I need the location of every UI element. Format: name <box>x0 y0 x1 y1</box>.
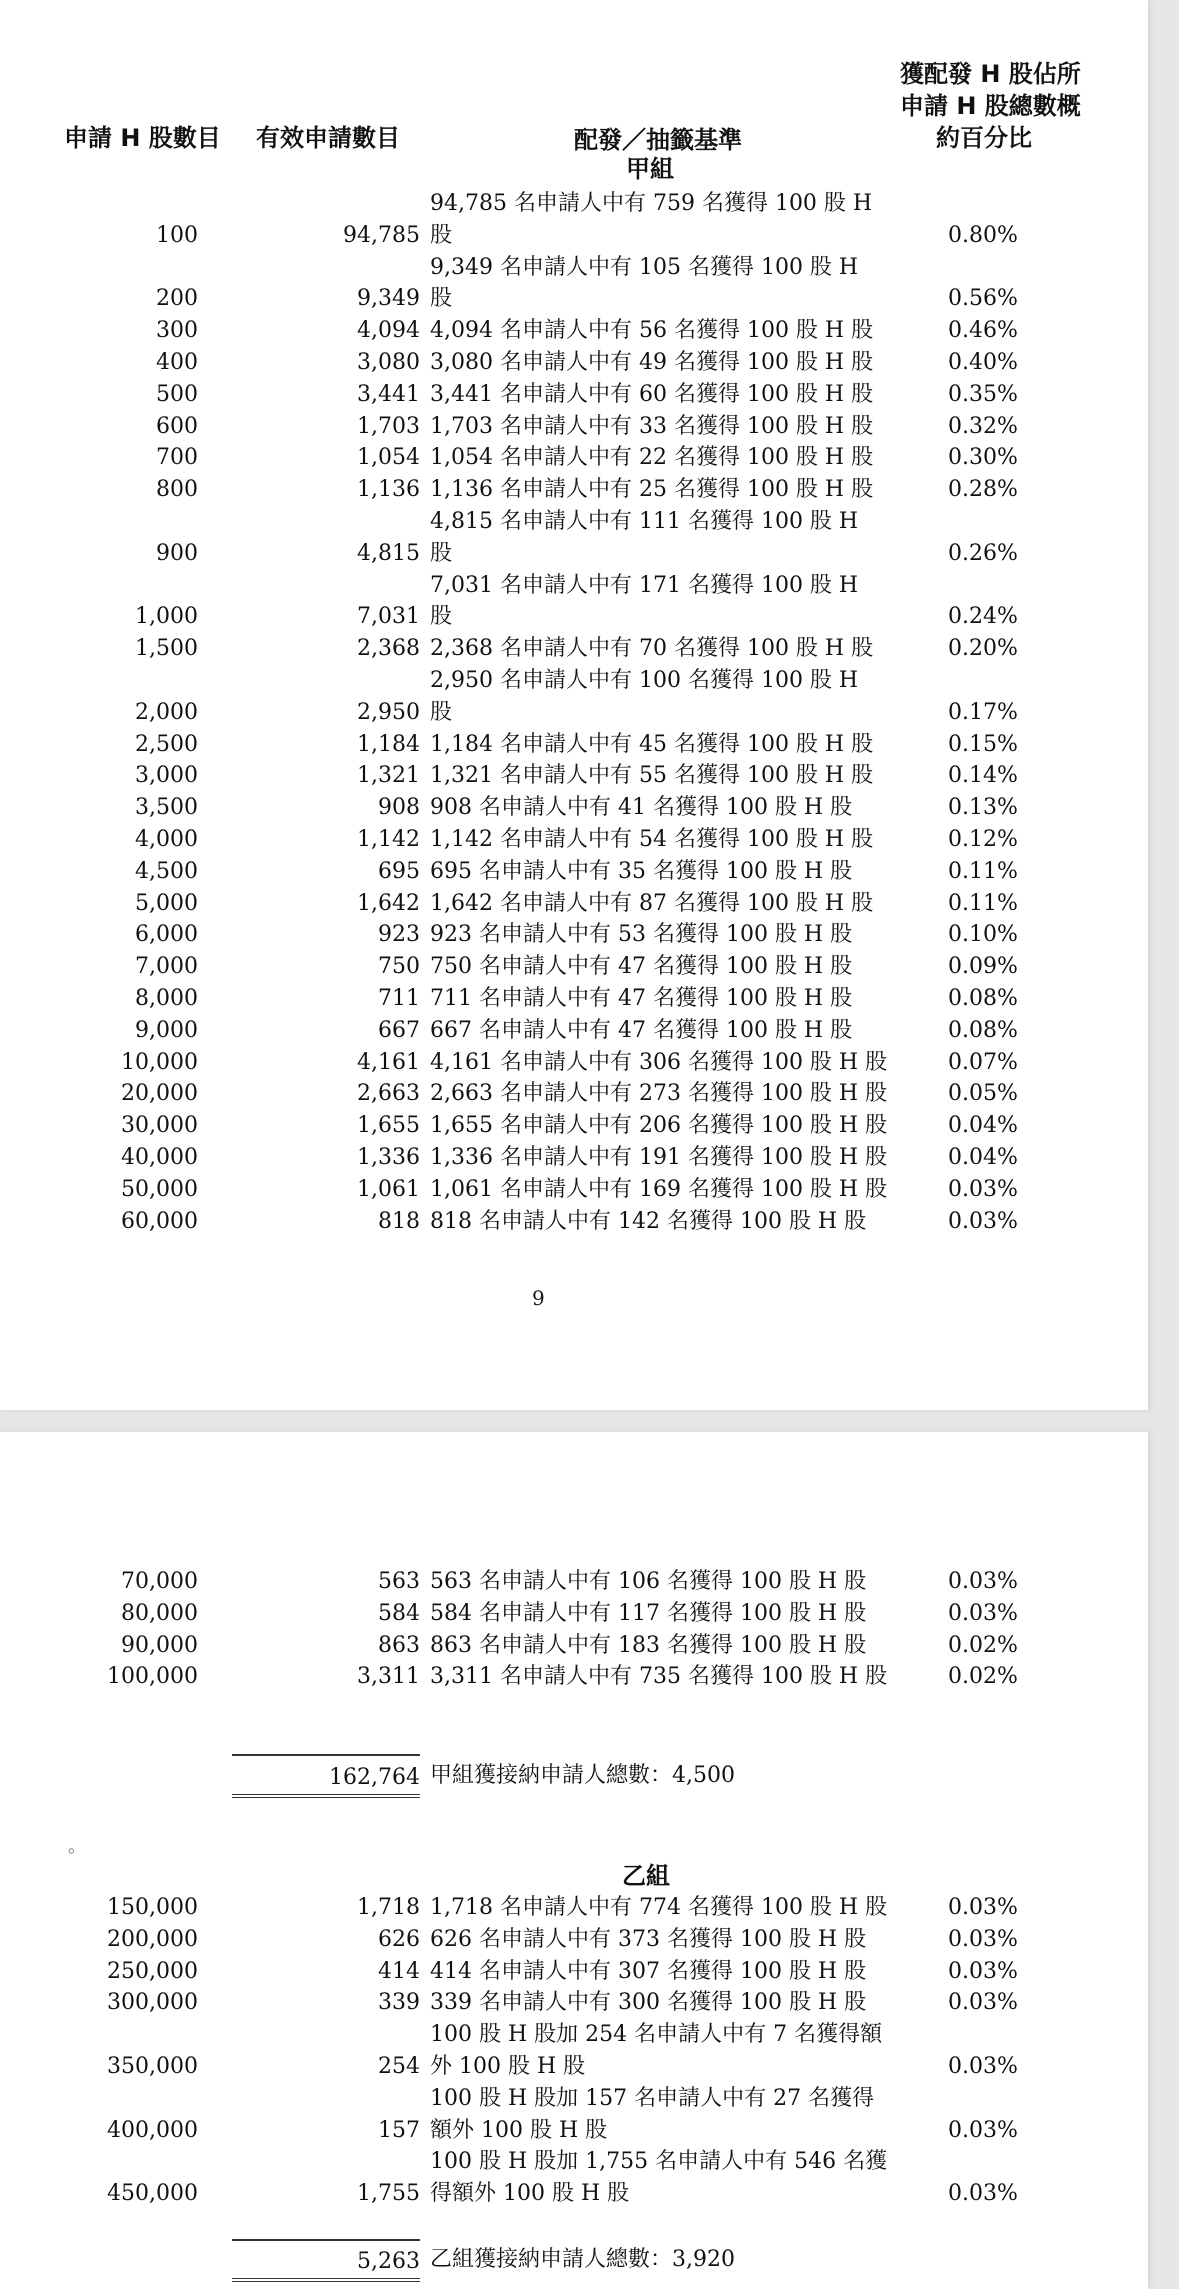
table-cell-basis: 414 名申請人中有 307 名獲得 100 股 H 股 <box>430 1958 867 1984</box>
table-cell-shares: 40,000 <box>121 1145 198 1170</box>
header-percentage-line2: 申請 H 股總數概 <box>900 92 1081 120</box>
table-cell-percentage: 0.11% <box>948 890 1018 916</box>
table-cell-basis-line1: 94,785 名申請人中有 759 名獲得 100 股 H <box>430 191 873 216</box>
table-cell-percentage: 0.20% <box>948 636 1018 662</box>
table-cell-percentage: 0.09% <box>948 954 1018 980</box>
table-cell-percentage: 0.30% <box>948 445 1018 471</box>
table-cell-valid-applications: 923 <box>378 922 420 948</box>
total-a-valid: 162,764 <box>329 1765 420 1790</box>
table-cell-percentage: 0.03% <box>948 1600 1018 1626</box>
header-group-b: 乙組 <box>622 1862 670 1890</box>
table-cell-valid-applications: 667 <box>378 1017 420 1043</box>
table-cell-valid-applications: 4,815 <box>357 540 420 566</box>
table-cell-shares: 50,000 <box>121 1176 198 1202</box>
table-cell-basis: 711 名申請人中有 47 名獲得 100 股 H 股 <box>430 986 853 1011</box>
table-cell-shares: 600 <box>156 413 198 439</box>
table-cell-shares: 400,000 <box>107 2117 198 2143</box>
table-cell-shares: 5,000 <box>135 890 198 916</box>
stray-mark: 。 <box>68 1836 86 1857</box>
table-cell-basis: 3,080 名申請人中有 49 名獲得 100 股 H 股 <box>430 350 874 375</box>
table-cell-percentage: 0.56% <box>948 286 1018 312</box>
table-cell-shares: 80,000 <box>121 1600 198 1626</box>
table-cell-basis: 667 名申請人中有 47 名獲得 100 股 H 股 <box>430 1017 853 1043</box>
table-cell-valid-applications: 254 <box>378 2054 420 2079</box>
table-cell-basis: 4,161 名申請人中有 306 名獲得 100 股 H 股 <box>430 1049 888 1075</box>
table-cell-shares: 400 <box>156 350 198 375</box>
page-number: 9 <box>532 1286 545 1310</box>
table-cell-percentage: 0.46% <box>948 318 1018 344</box>
table-cell-valid-applications: 4,161 <box>357 1049 420 1075</box>
table-cell-valid-applications: 157 <box>378 2117 420 2143</box>
table-cell-shares: 1,500 <box>135 636 198 662</box>
table-cell-basis: 818 名申請人中有 142 名獲得 100 股 H 股 <box>430 1208 867 1234</box>
table-cell-valid-applications: 908 <box>378 795 420 821</box>
table-cell-valid-applications: 3,441 <box>357 381 420 407</box>
table-cell-percentage: 0.03% <box>948 2117 1018 2143</box>
header-percentage-line3: 約百分比 <box>936 124 1032 152</box>
table-cell-shares: 450,000 <box>107 2181 198 2207</box>
header-percentage-line1: 獲配發 H 股佔所 <box>900 60 1081 88</box>
table-cell-basis: 3,441 名申請人中有 60 名獲得 100 股 H 股 <box>430 381 874 407</box>
table-cell-shares: 350,000 <box>107 2054 198 2079</box>
table-cell-percentage: 0.13% <box>948 795 1018 821</box>
total-a-top-rule <box>232 1754 420 1756</box>
table-cell-basis: 1,061 名申請人中有 169 名獲得 100 股 H 股 <box>430 1176 888 1202</box>
table-cell-valid-applications: 9,349 <box>357 286 420 312</box>
total-b-double-rule <box>232 2278 420 2282</box>
table-cell-shares: 200,000 <box>107 1926 198 1952</box>
table-cell-basis-line2: 股 <box>430 286 453 312</box>
table-cell-percentage: 0.14% <box>948 763 1018 789</box>
table-cell-basis: 1,054 名申請人中有 22 名獲得 100 股 H 股 <box>430 445 874 471</box>
table-cell-percentage: 0.40% <box>948 350 1018 375</box>
table-cell-percentage: 0.04% <box>948 1113 1018 1139</box>
table-cell-basis-line1: 7,031 名申請人中有 171 名獲得 100 股 H <box>430 572 859 598</box>
table-cell-basis-line1: 100 股 H 股加 254 名申請人中有 7 名獲得額 <box>430 2022 883 2048</box>
table-cell-basis: 339 名申請人中有 300 名獲得 100 股 H 股 <box>430 1990 867 2016</box>
table-cell-basis: 695 名申請人中有 35 名獲得 100 股 H 股 <box>430 858 853 884</box>
table-cell-basis: 2,368 名申請人中有 70 名獲得 100 股 H 股 <box>430 636 874 662</box>
table-cell-basis: 1,642 名申請人中有 87 名獲得 100 股 H 股 <box>430 890 874 916</box>
table-cell-shares: 90,000 <box>121 1632 198 1658</box>
table-cell-percentage: 0.08% <box>948 986 1018 1011</box>
table-cell-basis: 563 名申請人中有 106 名獲得 100 股 H 股 <box>430 1569 867 1594</box>
table-cell-shares: 6,000 <box>135 922 198 948</box>
table-cell-basis-line2: 外 100 股 H 股 <box>430 2054 586 2079</box>
header-shares-applied: 申請 H 股數目 <box>64 124 221 152</box>
table-cell-basis-line1: 4,815 名申請人中有 111 名獲得 100 股 H <box>430 509 859 534</box>
table-cell-valid-applications: 7,031 <box>357 604 420 630</box>
table-cell-shares: 500 <box>156 381 198 407</box>
table-cell-basis: 1,136 名申請人中有 25 名獲得 100 股 H 股 <box>430 477 874 503</box>
table-cell-valid-applications: 94,785 <box>343 222 420 248</box>
table-cell-shares: 7,000 <box>135 954 198 980</box>
table-cell-valid-applications: 1,136 <box>357 477 420 503</box>
table-cell-basis-line2: 股 <box>430 222 453 248</box>
table-cell-percentage: 0.03% <box>948 1958 1018 1984</box>
table-cell-valid-applications: 1,755 <box>357 2181 420 2207</box>
table-cell-basis-line1: 2,950 名申請人中有 100 名獲得 100 股 H <box>430 668 859 693</box>
table-cell-basis: 4,094 名申請人中有 56 名獲得 100 股 H 股 <box>430 318 874 344</box>
table-cell-shares: 60,000 <box>121 1208 198 1234</box>
table-cell-valid-applications: 1,642 <box>357 890 420 916</box>
table-cell-percentage: 0.02% <box>948 1632 1018 1658</box>
table-cell-basis: 1,718 名申請人中有 774 名獲得 100 股 H 股 <box>430 1895 888 1920</box>
table-cell-shares: 70,000 <box>121 1569 198 1594</box>
table-cell-valid-applications: 750 <box>378 954 420 980</box>
table-cell-shares: 20,000 <box>121 1081 198 1107</box>
table-cell-shares: 30,000 <box>121 1113 198 1139</box>
table-cell-basis-line1: 9,349 名申請人中有 105 名獲得 100 股 H <box>430 254 859 280</box>
table-cell-percentage: 0.02% <box>948 1664 1018 1690</box>
table-cell-shares: 4,500 <box>135 858 198 884</box>
table-cell-valid-applications: 414 <box>378 1958 420 1984</box>
table-cell-percentage: 0.03% <box>948 2181 1018 2207</box>
table-cell-valid-applications: 1,061 <box>357 1176 420 1202</box>
table-cell-percentage: 0.03% <box>948 1569 1018 1594</box>
table-cell-percentage: 0.26% <box>948 540 1018 566</box>
table-cell-valid-applications: 1,655 <box>357 1113 420 1139</box>
table-cell-valid-applications: 339 <box>378 1990 420 2016</box>
table-cell-basis: 584 名申請人中有 117 名獲得 100 股 H 股 <box>430 1600 867 1626</box>
table-cell-valid-applications: 3,311 <box>357 1664 420 1690</box>
table-cell-valid-applications: 711 <box>378 986 420 1011</box>
table-cell-basis: 1,184 名申請人中有 45 名獲得 100 股 H 股 <box>430 731 874 757</box>
total-b-label: 乙組獲接納申請人總數：3,920 <box>430 2247 735 2272</box>
table-cell-valid-applications: 626 <box>378 1926 420 1952</box>
table-cell-valid-applications: 2,368 <box>357 636 420 662</box>
table-cell-valid-applications: 1,054 <box>357 445 420 471</box>
table-cell-basis: 3,311 名申請人中有 735 名獲得 100 股 H 股 <box>430 1664 888 1690</box>
table-cell-percentage: 0.03% <box>948 1176 1018 1202</box>
table-cell-basis: 750 名申請人中有 47 名獲得 100 股 H 股 <box>430 954 853 980</box>
table-cell-valid-applications: 1,184 <box>357 731 420 757</box>
table-cell-valid-applications: 2,950 <box>357 699 420 725</box>
table-cell-percentage: 0.03% <box>948 1926 1018 1952</box>
table-cell-basis: 1,336 名申請人中有 191 名獲得 100 股 H 股 <box>430 1145 888 1170</box>
table-cell-shares: 3,500 <box>135 795 198 821</box>
table-cell-valid-applications: 3,080 <box>357 350 420 375</box>
table-cell-valid-applications: 818 <box>378 1208 420 1234</box>
total-b-valid: 5,263 <box>357 2249 420 2274</box>
table-cell-basis: 626 名申請人中有 373 名獲得 100 股 H 股 <box>430 1926 867 1952</box>
table-cell-basis: 1,703 名申請人中有 33 名獲得 100 股 H 股 <box>430 413 874 439</box>
total-a-label: 甲組獲接納申請人總數：4,500 <box>430 1763 735 1788</box>
table-cell-percentage: 0.03% <box>948 1895 1018 1920</box>
table-cell-valid-applications: 1,321 <box>357 763 420 789</box>
table-cell-shares: 2,500 <box>135 731 198 757</box>
table-cell-basis-line1: 100 股 H 股加 1,755 名申請人中有 546 名獲 <box>430 2149 888 2175</box>
table-cell-basis-line1: 100 股 H 股加 157 名申請人中有 27 名獲得 <box>430 2085 875 2111</box>
table-cell-shares: 800 <box>156 477 198 503</box>
total-a-double-rule <box>232 1794 420 1798</box>
table-cell-basis-line2: 股 <box>430 699 453 725</box>
table-cell-shares: 1,000 <box>135 604 198 630</box>
table-cell-shares: 2,000 <box>135 699 198 725</box>
table-cell-percentage: 0.07% <box>948 1049 1018 1075</box>
table-cell-shares: 150,000 <box>107 1895 198 1920</box>
table-cell-percentage: 0.10% <box>948 922 1018 948</box>
table-cell-percentage: 0.28% <box>948 477 1018 503</box>
table-cell-shares: 300 <box>156 318 198 344</box>
table-cell-shares: 10,000 <box>121 1049 198 1075</box>
table-cell-percentage: 0.12% <box>948 827 1018 852</box>
table-cell-valid-applications: 1,718 <box>357 1895 420 1920</box>
table-cell-basis: 1,321 名申請人中有 55 名獲得 100 股 H 股 <box>430 763 874 789</box>
total-b-top-rule <box>232 2239 420 2241</box>
table-cell-percentage: 0.08% <box>948 1017 1018 1043</box>
table-cell-shares: 900 <box>156 540 198 566</box>
table-cell-percentage: 0.32% <box>948 413 1018 439</box>
table-cell-percentage: 0.80% <box>948 222 1018 248</box>
table-cell-valid-applications: 4,094 <box>357 318 420 344</box>
table-cell-basis: 908 名申請人中有 41 名獲得 100 股 H 股 <box>430 795 853 821</box>
table-cell-shares: 700 <box>156 445 198 471</box>
table-cell-percentage: 0.15% <box>948 731 1018 757</box>
table-cell-valid-applications: 1,703 <box>357 413 420 439</box>
table-cell-basis: 863 名申請人中有 183 名獲得 100 股 H 股 <box>430 1632 867 1658</box>
table-cell-percentage: 0.11% <box>948 858 1018 884</box>
table-cell-shares: 200 <box>156 286 198 312</box>
table-cell-valid-applications: 563 <box>378 1569 420 1594</box>
table-cell-shares: 4,000 <box>135 827 198 852</box>
table-cell-percentage: 0.17% <box>948 699 1018 725</box>
table-cell-percentage: 0.03% <box>948 1208 1018 1234</box>
table-cell-percentage: 0.04% <box>948 1145 1018 1170</box>
header-valid-applications: 有效申請數目 <box>256 124 400 152</box>
header-allocation-basis: 配發／抽籤基準 <box>574 126 742 154</box>
document-page-2 <box>0 1432 1148 2289</box>
table-cell-valid-applications: 863 <box>378 1632 420 1658</box>
table-cell-basis-line2: 股 <box>430 604 453 630</box>
table-cell-percentage: 0.35% <box>948 381 1018 407</box>
table-cell-shares: 250,000 <box>107 1958 198 1984</box>
table-cell-basis: 2,663 名申請人中有 273 名獲得 100 股 H 股 <box>430 1081 888 1107</box>
table-cell-basis: 1,655 名申請人中有 206 名獲得 100 股 H 股 <box>430 1113 888 1139</box>
table-cell-shares: 100,000 <box>107 1664 198 1690</box>
header-group-a: 甲組 <box>626 155 674 183</box>
table-cell-basis: 1,142 名申請人中有 54 名獲得 100 股 H 股 <box>430 827 874 852</box>
table-cell-percentage: 0.24% <box>948 604 1018 630</box>
table-cell-percentage: 0.05% <box>948 1081 1018 1107</box>
table-cell-shares: 300,000 <box>107 1990 198 2016</box>
table-cell-basis-line2: 額外 100 股 H 股 <box>430 2117 608 2143</box>
table-cell-percentage: 0.03% <box>948 1990 1018 2016</box>
table-cell-valid-applications: 1,142 <box>357 827 420 852</box>
table-cell-valid-applications: 584 <box>378 1600 420 1626</box>
table-cell-basis-line2: 得額外 100 股 H 股 <box>430 2181 630 2207</box>
table-cell-basis: 923 名申請人中有 53 名獲得 100 股 H 股 <box>430 922 853 948</box>
table-cell-shares: 8,000 <box>135 986 198 1011</box>
table-cell-shares: 100 <box>156 222 198 248</box>
table-cell-basis-line2: 股 <box>430 540 453 566</box>
table-cell-percentage: 0.03% <box>948 2054 1018 2079</box>
table-cell-valid-applications: 1,336 <box>357 1145 420 1170</box>
table-cell-shares: 9,000 <box>135 1017 198 1043</box>
table-cell-valid-applications: 695 <box>378 858 420 884</box>
table-cell-shares: 3,000 <box>135 763 198 789</box>
table-cell-valid-applications: 2,663 <box>357 1081 420 1107</box>
